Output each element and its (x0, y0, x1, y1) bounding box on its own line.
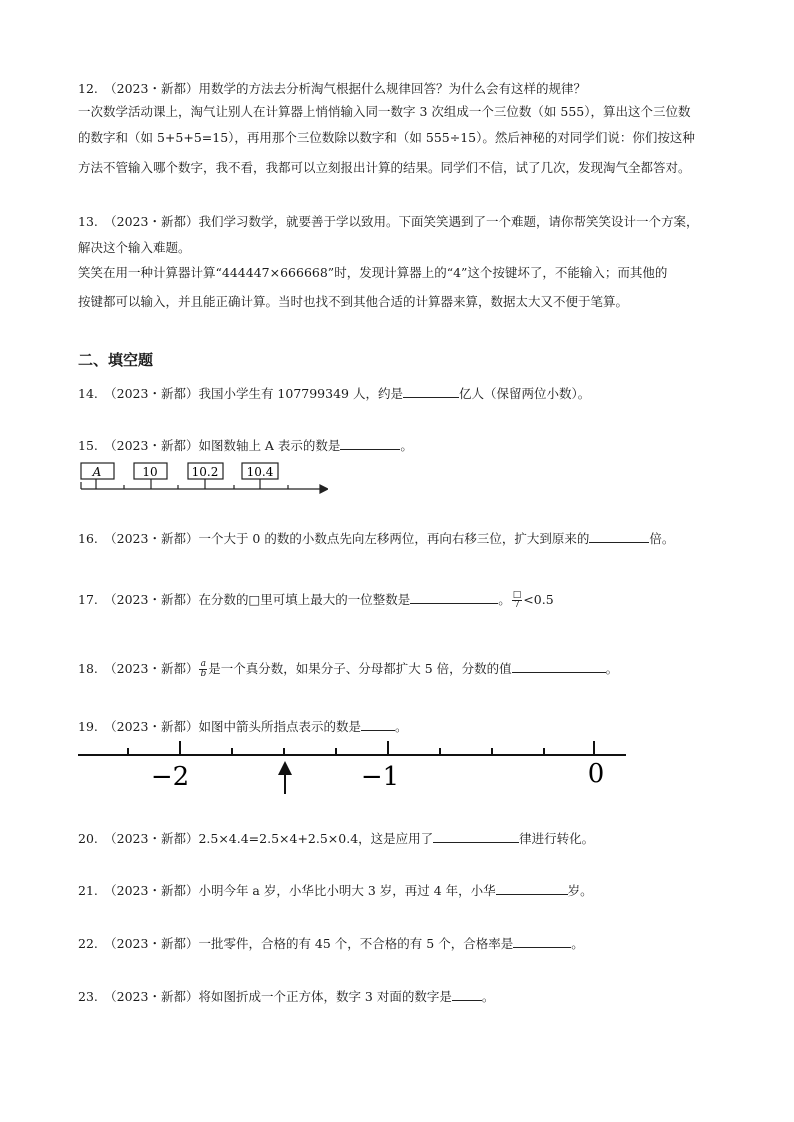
q23-answer-blank[interactable] (452, 988, 482, 1001)
q18-fraction (199, 660, 207, 679)
q13-heading: 13. （2023・新都）我们学习数学，就要善于学以致用。下面笑笑遇到了一个难题，请你帮笑笑设计一个方案， (78, 214, 699, 229)
q19-pointer-arrow-head (278, 761, 292, 775)
q20-answer-blank[interactable] (433, 830, 519, 843)
q17-text-end: <0.5 (523, 592, 554, 607)
q15 (78, 437, 413, 454)
q13-text-line-3: 按键都可以输入，并且能正确计算。当时也找不到其他合适的计算器来算，数据太大又不便于笔算。 (78, 294, 629, 309)
q16-text: 16. （2023・新都）一个大于 0 的数的小数点先向左移两位，再向右移三位，扩大到原来的 (78, 531, 590, 546)
q14-text-end: 亿人（保留两位小数）。 (458, 386, 591, 401)
q14-answer-blank[interactable] (403, 385, 459, 398)
q19-label-neg-1: −1 (360, 762, 400, 792)
q15-number-line-figure (78, 460, 328, 498)
section-title-fill-blank: 二、填空题 (78, 351, 154, 369)
q19-text-end: 。 (394, 719, 408, 734)
q17-answer-blank[interactable] (410, 591, 498, 604)
q18-text-end: 。 (605, 661, 619, 676)
q17-text-mid: 。 (498, 592, 511, 607)
q19-number-line-figure (78, 734, 628, 826)
q17-fraction-numerator: □ (512, 590, 522, 600)
q21 (78, 882, 593, 899)
q14-text: 14. （2023・新都）我国小学生有 107799349 人，约是 (78, 386, 403, 401)
q16 (78, 530, 674, 547)
q22-text: 22. （2023・新都）一批零件，合格的有 45 个，不合格的有 5 个，合格率是 (78, 936, 514, 951)
q15-text: 15. （2023・新都）如图数轴上 A 表示的数是 (78, 438, 341, 453)
q16-answer-blank[interactable] (589, 530, 649, 543)
q12-heading: 12. （2023・新都）用数学的方法去分析淘气根据什么规律回答？为什么会有这样的规律？ (78, 81, 586, 96)
q15-label-10-2: 10.2 (191, 465, 219, 479)
q20 (78, 830, 594, 847)
q12-text-line-1: 一次数学活动课上，淘气让别人在计算器上悄悄输入同一数字 3 次组成一个三位数（如 555），算出这个三位数 (78, 104, 691, 119)
q19-text: 19. （2023・新都）如图中箭头所指点表示的数是 (78, 719, 361, 734)
q14 (78, 385, 590, 402)
q12-text-line-2: 的数字和（如 5+5+5=15），再用那个三位数除以数字和（如 555÷15）。然后神秘的对同学们说：你们按这种 (78, 130, 695, 145)
q21-text-end: 岁。 (567, 883, 593, 898)
q13-text-line-2: 笑笑在用一种计算器计算“444447×666668”时，发现计算器上的“4”这个按键坏了，不能输入；而其他的 (78, 265, 668, 280)
q15-answer-blank[interactable] (340, 437, 400, 450)
q23-text-end: 。 (481, 989, 495, 1004)
q18-fraction-numerator: a (200, 659, 207, 669)
q17-fraction (512, 591, 523, 610)
q19 (78, 718, 407, 735)
q22 (78, 935, 584, 952)
q19-label-neg-2: −2 (150, 762, 190, 792)
q21-text: 21. （2023・新都）小明今年 a 岁，小华比小明大 3 岁，再过 4 年，小华 (78, 883, 496, 898)
q17 (78, 591, 554, 610)
q22-text-end: 。 (571, 936, 584, 951)
q12-text-line-3: 方法不管输入哪个数字，我不看，我都可以立刻报出计算的结果。同学们不信，试了几次，发现淘气全都答对。 (78, 160, 691, 175)
q18-fraction-denominator: b (200, 669, 207, 679)
q19-answer-blank[interactable] (361, 718, 395, 731)
q18-answer-blank[interactable] (512, 660, 606, 673)
q21-answer-blank[interactable] (496, 882, 568, 895)
q15-label-10: 10 (142, 465, 158, 479)
q18-text: 18. （2023・新都） (78, 661, 199, 676)
q20-text-end: 律进行转化。 (519, 831, 595, 846)
q22-answer-blank[interactable] (513, 935, 571, 948)
q16-text-end: 倍。 (649, 531, 675, 546)
q19-label-0: 0 (587, 759, 605, 789)
q15-label-10-4: 10.4 (246, 465, 274, 479)
q23 (78, 988, 494, 1005)
q18 (78, 660, 618, 679)
q20-text: 20. （2023・新都）2.5×4.4=2.5×4+2.5×0.4，这是应用了 (78, 831, 434, 846)
q17-fraction-denominator: 7 (514, 600, 520, 610)
q13-text-line-1: 解决这个输入难题。 (78, 240, 191, 255)
q15-text-end: 。 (400, 438, 413, 453)
q23-text: 23. （2023・新都）将如图折成一个正方体，数字 3 对面的数字是 (78, 989, 452, 1004)
q17-text: 17. （2023・新都）在分数的□里可填上最大的一位整数是 (78, 592, 411, 607)
q15-axis-arrow (320, 485, 328, 493)
q18-text-mid: 是一个真分数，如果分子、分母都扩大 5 倍，分数的值 (208, 661, 512, 676)
q15-label-a: A (92, 465, 102, 479)
